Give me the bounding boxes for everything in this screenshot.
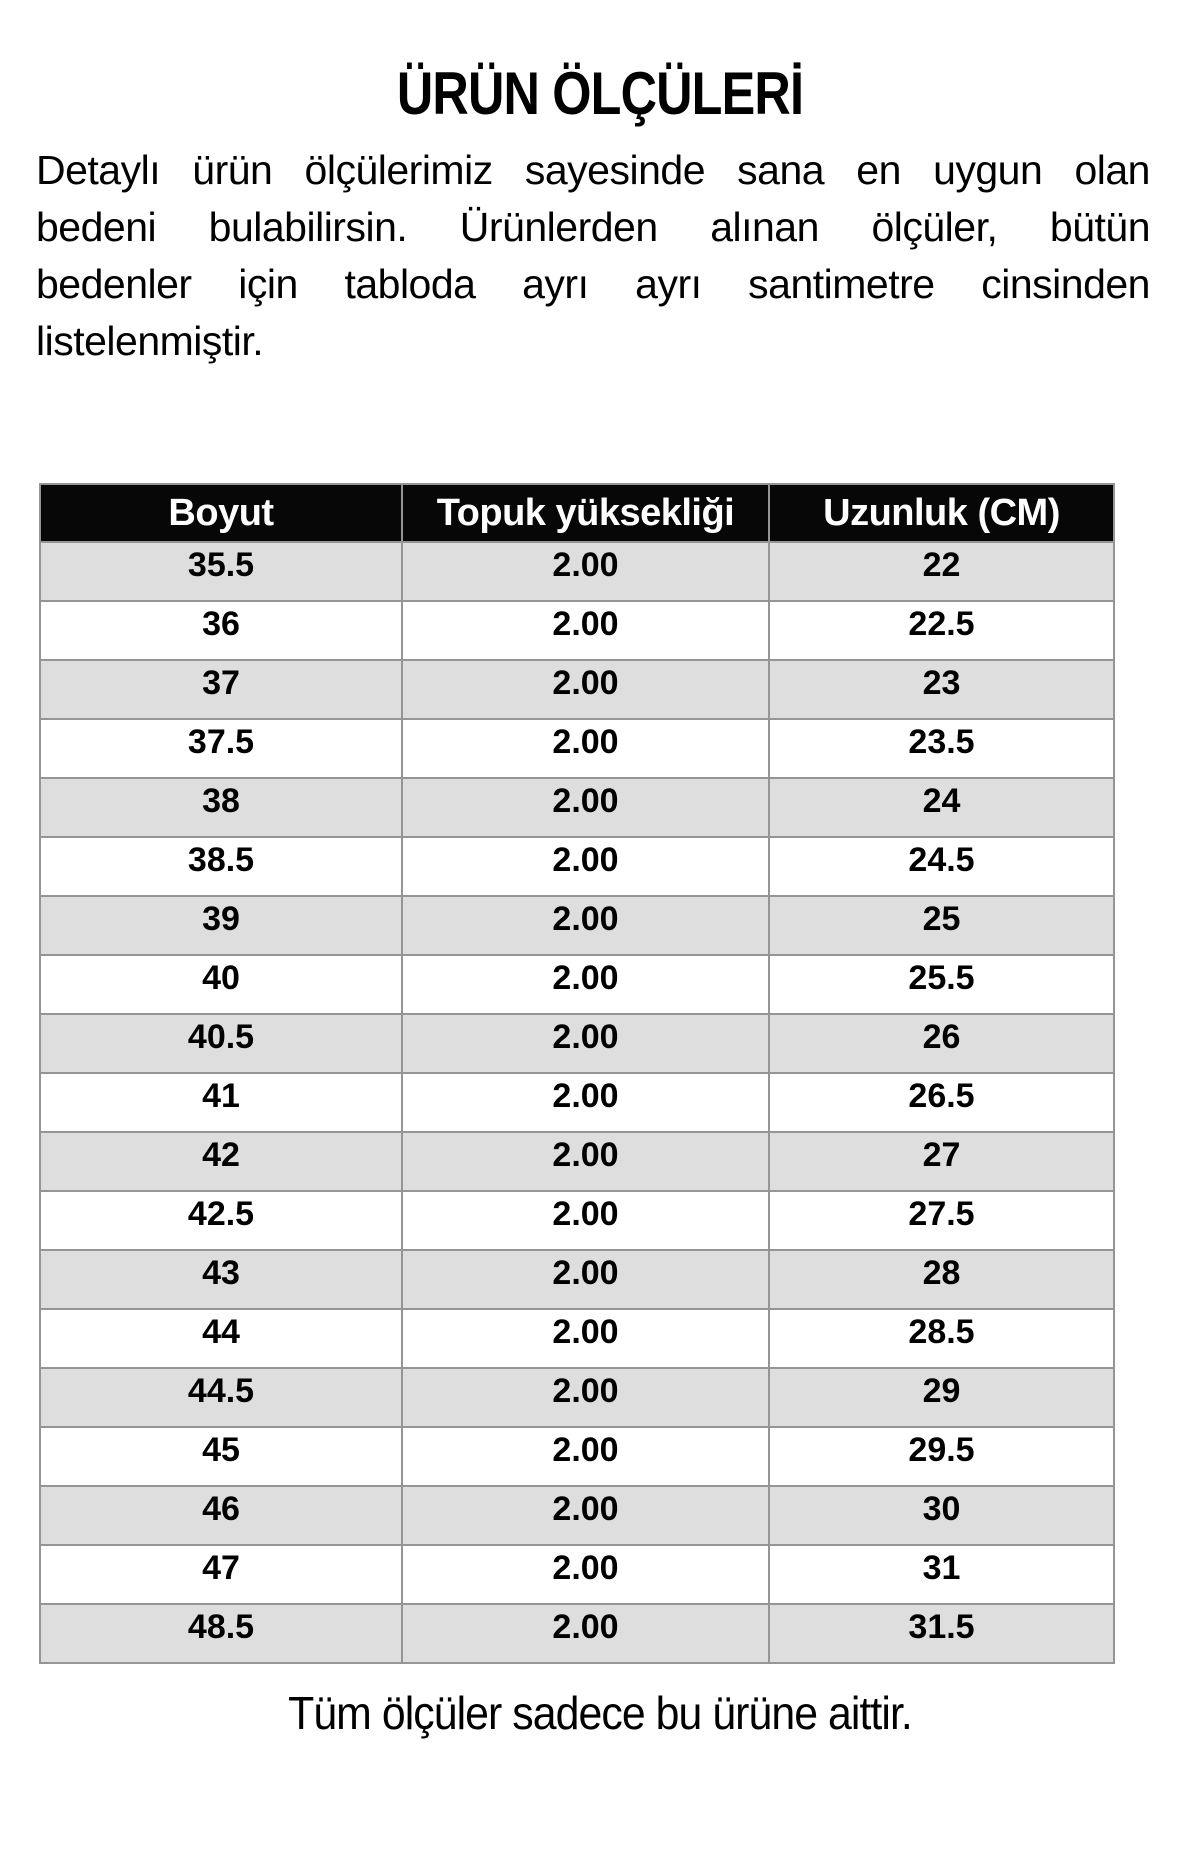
cell-size: 44.5 [40,1368,402,1427]
cell-length-cm: 26.5 [769,1073,1114,1132]
cell-length-cm: 31.5 [769,1604,1114,1663]
cell-size: 44 [40,1309,402,1368]
intro-line: Detaylı ürün ölçülerimiz sayesinde sana en uygun olan [36,147,1150,193]
cell-length-cm: 28 [769,1250,1114,1309]
cell-size: 47 [40,1545,402,1604]
cell-length-cm: 24 [769,778,1114,837]
cell-heel-height: 2.00 [402,837,769,896]
cell-heel-height: 2.00 [402,719,769,778]
table-row [40,542,1114,601]
cell-length-cm: 25 [769,896,1114,955]
cell-heel-height: 2.00 [402,1368,769,1427]
cell-length-cm: 22.5 [769,601,1114,660]
footer-note: Tüm ölçüler sadece bu ürüne aittir. [288,1687,912,1739]
cell-size: 37.5 [40,719,402,778]
cell-heel-height: 2.00 [402,601,769,660]
intro-paragraph [36,142,1150,370]
size-table-header [40,484,1114,542]
table-row [40,955,1114,1014]
cell-size: 35.5 [40,542,402,601]
table-row [40,1368,1114,1427]
column-header-heel-height: Topuk yüksekliği [402,484,769,542]
cell-heel-height: 2.00 [402,1427,769,1486]
cell-size: 37 [40,660,402,719]
table-row [40,601,1114,660]
cell-length-cm: 31 [769,1545,1114,1604]
cell-length-cm: 27 [769,1132,1114,1191]
cell-size: 39 [40,896,402,955]
column-header-length-cm: Uzunluk (CM) [769,484,1114,542]
cell-size: 36 [40,601,402,660]
cell-length-cm: 28.5 [769,1309,1114,1368]
intro-line: listelenmiştir. [36,318,264,364]
cell-length-cm: 23.5 [769,719,1114,778]
cell-heel-height: 2.00 [402,778,769,837]
table-row [40,1014,1114,1073]
size-table [39,483,1115,1664]
cell-heel-height: 2.00 [402,542,769,601]
table-row [40,719,1114,778]
cell-size: 42.5 [40,1191,402,1250]
cell-heel-height: 2.00 [402,1486,769,1545]
cell-heel-height: 2.00 [402,1132,769,1191]
cell-length-cm: 24.5 [769,837,1114,896]
table-row [40,1191,1114,1250]
cell-size: 40 [40,955,402,1014]
cell-heel-height: 2.00 [402,1545,769,1604]
table-row [40,1132,1114,1191]
cell-size: 43 [40,1250,402,1309]
table-row [40,1486,1114,1545]
cell-size: 45 [40,1427,402,1486]
cell-length-cm: 27.5 [769,1191,1114,1250]
table-row [40,1073,1114,1132]
table-row [40,896,1114,955]
cell-length-cm: 25.5 [769,955,1114,1014]
cell-size: 42 [40,1132,402,1191]
table-row [40,837,1114,896]
table-row [40,660,1114,719]
cell-heel-height: 2.00 [402,1014,769,1073]
cell-size: 40.5 [40,1014,402,1073]
cell-size: 38 [40,778,402,837]
intro-line: bedenler için tabloda ayrı ayrı santimetre cinsinden [36,261,1150,307]
intro-line: bedeni bulabilirsin. Ürünlerden alınan ölçüler, bütün [36,204,1150,250]
cell-length-cm: 29.5 [769,1427,1114,1486]
page-title: ÜRÜN ÖLÇÜLERİ [396,60,804,127]
table-row [40,1309,1114,1368]
cell-length-cm: 29 [769,1368,1114,1427]
cell-length-cm: 22 [769,542,1114,601]
cell-size: 46 [40,1486,402,1545]
table-row [40,1604,1114,1663]
table-row [40,1250,1114,1309]
cell-heel-height: 2.00 [402,1309,769,1368]
cell-heel-height: 2.00 [402,1250,769,1309]
cell-heel-height: 2.00 [402,660,769,719]
cell-heel-height: 2.00 [402,1073,769,1132]
cell-heel-height: 2.00 [402,1191,769,1250]
cell-heel-height: 2.00 [402,955,769,1014]
size-table-body [40,542,1114,1663]
cell-size: 38.5 [40,837,402,896]
header-row [40,484,1114,542]
cell-size: 41 [40,1073,402,1132]
cell-length-cm: 23 [769,660,1114,719]
table-row [40,1427,1114,1486]
table-row [40,1545,1114,1604]
table-row [40,778,1114,837]
cell-heel-height: 2.00 [402,1604,769,1663]
cell-length-cm: 26 [769,1014,1114,1073]
column-header-size: Boyut [40,484,402,542]
cell-size: 48.5 [40,1604,402,1663]
cell-length-cm: 30 [769,1486,1114,1545]
cell-heel-height: 2.00 [402,896,769,955]
